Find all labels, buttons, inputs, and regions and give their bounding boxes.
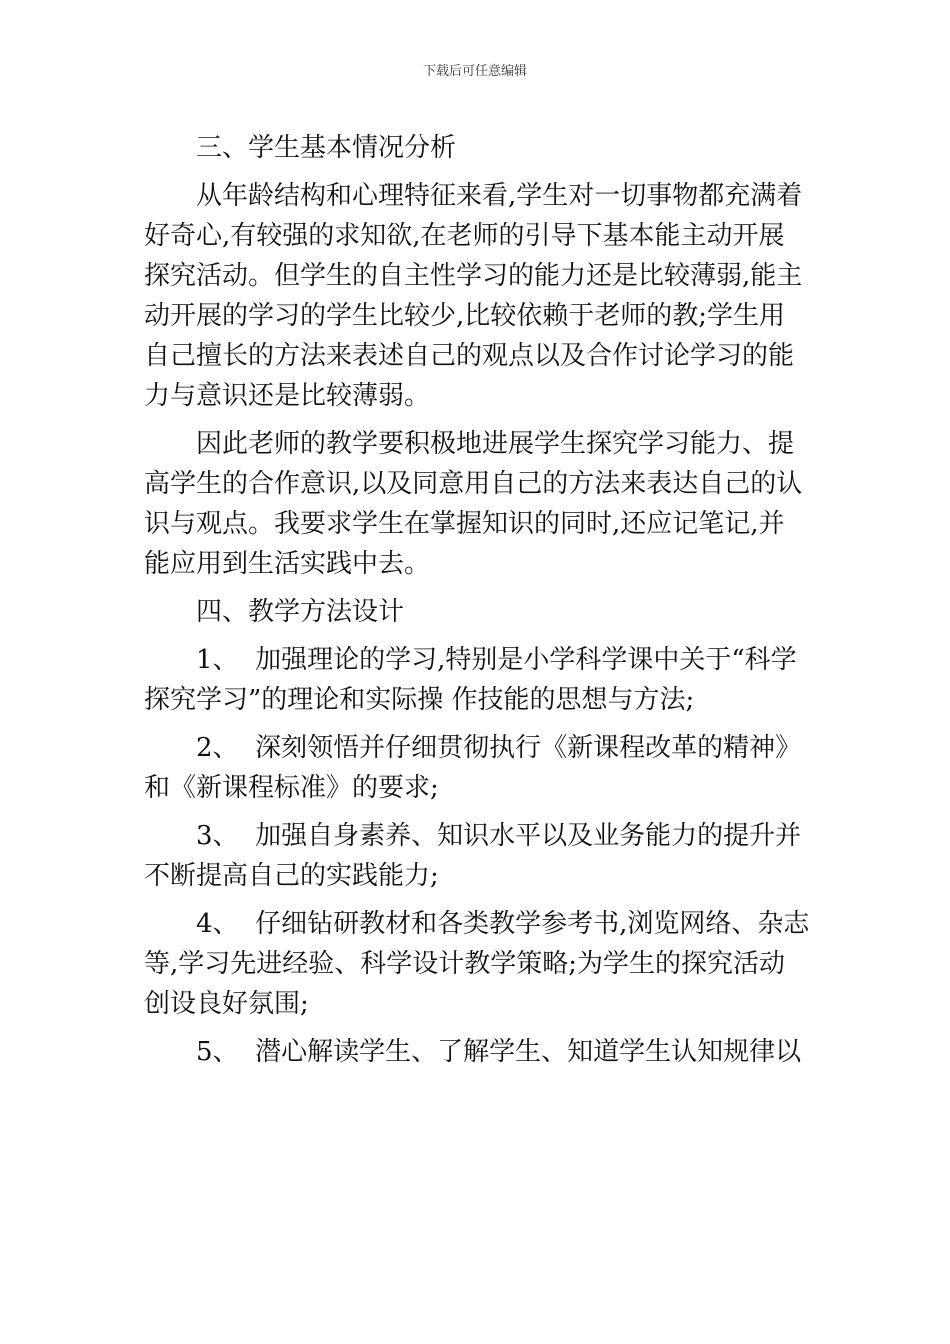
text-line: 4、 仔细钻研教材和各类教学参考书,浏览网络、杂志 (196, 909, 810, 939)
text-line: 自己擅长的方法来表述自己的观点以及合作讨论学习的能 (144, 341, 795, 371)
text-line: 三、学生基本情况分析 (196, 133, 457, 163)
text-line: 好奇心,有较强的求知欲,在老师的引导下基本能主动开展 (144, 221, 785, 251)
document-body (144, 128, 810, 1072)
text-line: 力与意识还是比较薄弱。 (144, 381, 431, 411)
list-item-5 (144, 1032, 806, 1072)
text-line: 创设良好氛围; (144, 989, 309, 1019)
section-heading-teaching-methods (144, 592, 806, 632)
text-line: 5、 潜心解读学生、了解学生、知道学生认知规律以 (196, 1037, 802, 1067)
text-line: 和《新课程标准》的要求; (144, 773, 439, 803)
list-item-2 (144, 728, 806, 808)
text-line: 等,学习先进经验、科学设计教学策略;为学生的探究活动 (144, 949, 786, 979)
text-line: 因此老师的教学要积极地进展学生探究学习能力、提 (196, 429, 795, 459)
page-header-note: 下载后可任意编辑 (422, 64, 527, 79)
section-heading-student-analysis (144, 128, 806, 168)
text-line: 3、 加强自身素养、知识水平以及业务能力的提升并 (196, 821, 802, 851)
text-line: 识与观点。我要求学生在掌握知识的同时,还应记笔记,并 (144, 509, 785, 539)
text-line: 从年龄结构和心理特征来看,学生对一切事物都充满着 (196, 181, 803, 211)
text-line: 高学生的合作意识,以及同意用自己的方法来表达自己的认 (144, 469, 803, 499)
paragraph-age-structure (144, 176, 806, 416)
text-line: 不断提高自己的实践能力; (144, 861, 439, 891)
text-line: 探究学习”的理论和实际操 作技能的思想与方法; (144, 685, 695, 715)
list-item-1 (144, 640, 806, 720)
text-line: 四、教学方法设计 (196, 597, 405, 627)
list-item-4 (144, 904, 810, 1024)
text-line: 动开展的学习的学生比较少,比较依赖于老师的教;学生用 (144, 301, 786, 331)
text-line: 探究活动。但学生的自主性学习的能力还是比较薄弱,能主 (144, 261, 803, 291)
text-line: 能应用到生活实践中去。 (144, 549, 431, 579)
text-line: 2、 深刻领悟并仔细贯彻执行《新课程改革的精神》 (196, 733, 802, 763)
text-line: 1、 加强理论的学习,特别是小学科学课中关于“科学 (196, 645, 797, 675)
list-item-3 (144, 816, 806, 896)
paragraph-teaching-goals (144, 424, 806, 584)
